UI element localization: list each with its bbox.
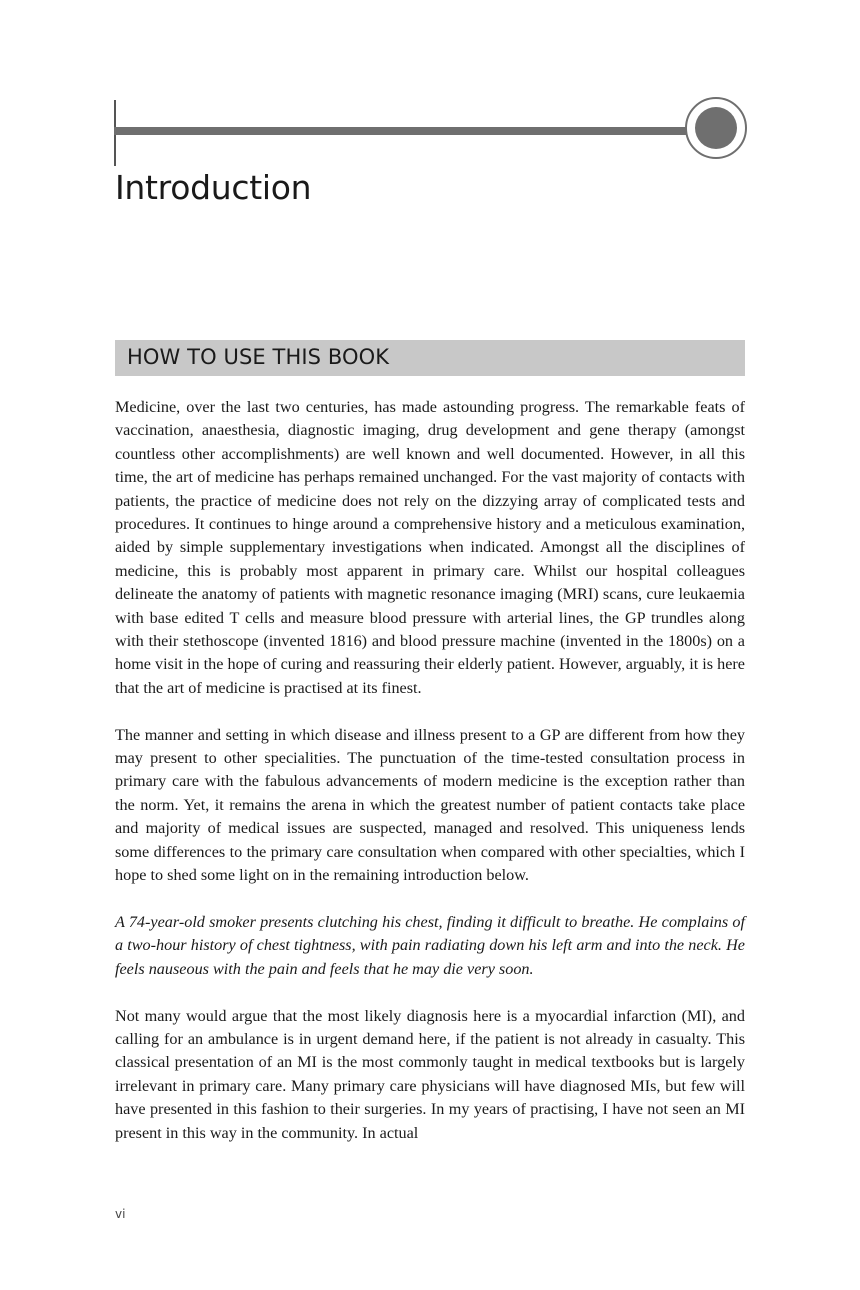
chapter-title: Introduction <box>115 168 312 207</box>
section-heading-band <box>115 340 745 376</box>
paragraph-1: Medicine, over the last two centuries, has made astounding progress. The remarkable feats of vaccination, anaesthesia, diagnostic imaging, drug development and gene therapy (amongst countless other accomplishments) are well known and well documented. However, in all this time, the art of medicine has perhaps remained unchanged. For the vast majority of contacts with patients, the practice of medicine does not rely on the dizzying array of complicated tests and procedures. It continues to hinge around a comprehensive history and a meticulous examination, aided by simple supplementary investigations when indicated. Amongst all the disciplines of medicine, this is probably most apparent in primary care. Whilst our hospital colleagues delineate the anatomy of patients with magnetic resonance imaging (MRI) scans, cure leukaemia with base edited T cells and measure blood pressure with arterial lines, the GP trundles along with their stethoscope (invented 1816) and blood pressure machine (invented in the 1800s) on a home visit in the hope of curing and reassuring their elderly patient. However, arguably, it is here that the art of medicine is practised at its finest. <box>115 398 745 697</box>
body-text <box>115 396 745 1168</box>
chapter-marker-circle-icon <box>685 97 747 159</box>
case-vignette: A 74-year-old smoker presents clutching his chest, finding it difficult to breathe. He complains of a two-hour history of chest tightness, with pain radiating down his left arm and into the neck. He feels nauseous with the pain and feels that he may die very soon. <box>115 912 745 978</box>
paragraph-2: The manner and setting in which disease and illness present to a GP are different from how they may present to other specialities. The punctuation of the time-tested consultation process in primary care with the fabulous advancements of modern medicine is the exception rather than the norm. Yet, it remains the arena in which the greatest number of patient contacts take place and majority of medical issues are suspected, managed and resolved. This uniqueness lends some differences to the primary care consultation when compared with other specialties, which I hope to shed some light on in the remaining introduction below. <box>115 725 745 885</box>
section-heading: HOW TO USE THIS BOOK <box>127 345 390 369</box>
chapter-rule-horizontal <box>114 127 690 135</box>
paragraph-4: Not many would argue that the most likely diagnosis here is a myocardial infarction (MI), and calling for an ambulance is in urgent demand here, if the patient is not already in casualty. This classical presentation of an MI is the most commonly taught in medical textbooks but is largely irrelevant in primary care. Many primary care physicians will have diagnosed MIs, but few will have presented in this fashion to their surgeries. In my years of practising, I have not seen an MI present in this way in the community. In actual <box>115 1006 745 1142</box>
page-number: vi <box>115 1207 126 1221</box>
chapter-marker-dot <box>695 107 737 149</box>
